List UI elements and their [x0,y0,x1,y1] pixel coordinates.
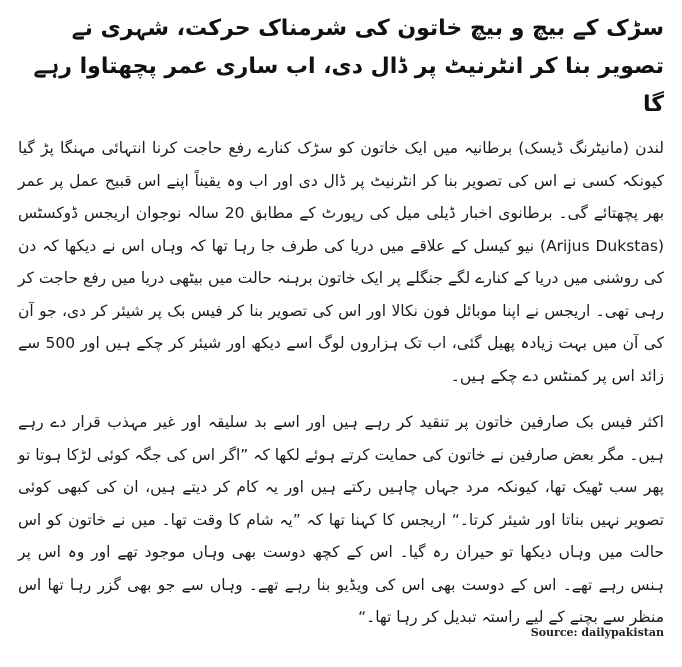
article-paragraph-2: اکثر فیس بک صارفین خاتون پر تنقید کر رہے ہیں اور اسے بد سلیقہ اور غیر مہذب قرار دے رہے ہیں۔ مگر بعض صارفین نے خاتون کی حمایت کرتے ہوئے لکھا کہ ”اگر اس کی جگہ کوئی لڑکا ہوتا تو پھر سب ٹھیک تھا، کیونکہ مرد جہاں چاہیں رکتے ہیں اور یہ کام کر دیتے ہیں، ان کی کبھی کوئی تصویر نہیں بناتا اور شیئر کرتا۔“ اریجس کا کہنا تھا کہ ”یہ شام کا وقت تھا۔ میں نے خاتون کو اس حالت میں وہاں دیکھا تو حیران رہ گیا۔ اس کے کچھ دوست بھی وہاں موجود تھے اور وہ اس پر ہنس رہے تھے۔ اس کے دوست بھی اس کی ویڈیو بنا رہے تھے۔ وہاں سے جو بھی گزر رہا تھا اس منظر سے بچنے کے لیے راستہ تبدیل کر رہا تھا۔“ [18,413,664,626]
article-headline: سڑک کے بیچ و بیچ خاتون کی شرمناک حرکت، شہری نے تصویر بنا کر انٹرنیٹ پر ڈال دی، اب ساری عمر پچھتاوا رہے گا [33,16,664,117]
article-paragraph-1: لندن (مانیٹرنگ ڈیسک) برطانیہ میں ایک خاتون کو سڑک کنارے رفع حاجت کرنا انتہائی مہنگا پڑ گیا کیونکہ کسی نے اس کی تصویر بنا کر انٹرنیٹ پر ڈال دی اور اب وہ یقیناً اپنے اس قبیح عمل پر عمر بھر پچھتائے گی۔ برطانوی اخبار ڈیلی میل کی رپورٹ کے مطابق 20 سالہ نوجوان اریجس ڈوکسٹس (Arijus Dukstas) نیو کیسل کے علاقے میں دریا کی طرف جا رہا تھا کہ وہاں اس نے دیکھا کہ دن کی روشنی میں دریا کے کنارے لگے جنگلے پر ایک خاتون برہنہ حالت میں بیٹھی دریا میں رفع حاجت کر رہی تھی۔ اریجس نے اپنا موبائل فون نکالا اور اس کی تصویر بنا کر فیس بک پر شیئر کر دی، جو آن کی آن میں بہت زیادہ پھیل گئی، اب تک ہزاروں لوگ اسے دیکھ اور شیئر کر چکے ہیں اور 500 سے زائد اس پر کمنٹس دے چکے ہیں۔ [18,139,665,385]
source-credit: Source: dailypakistan [530,626,664,639]
